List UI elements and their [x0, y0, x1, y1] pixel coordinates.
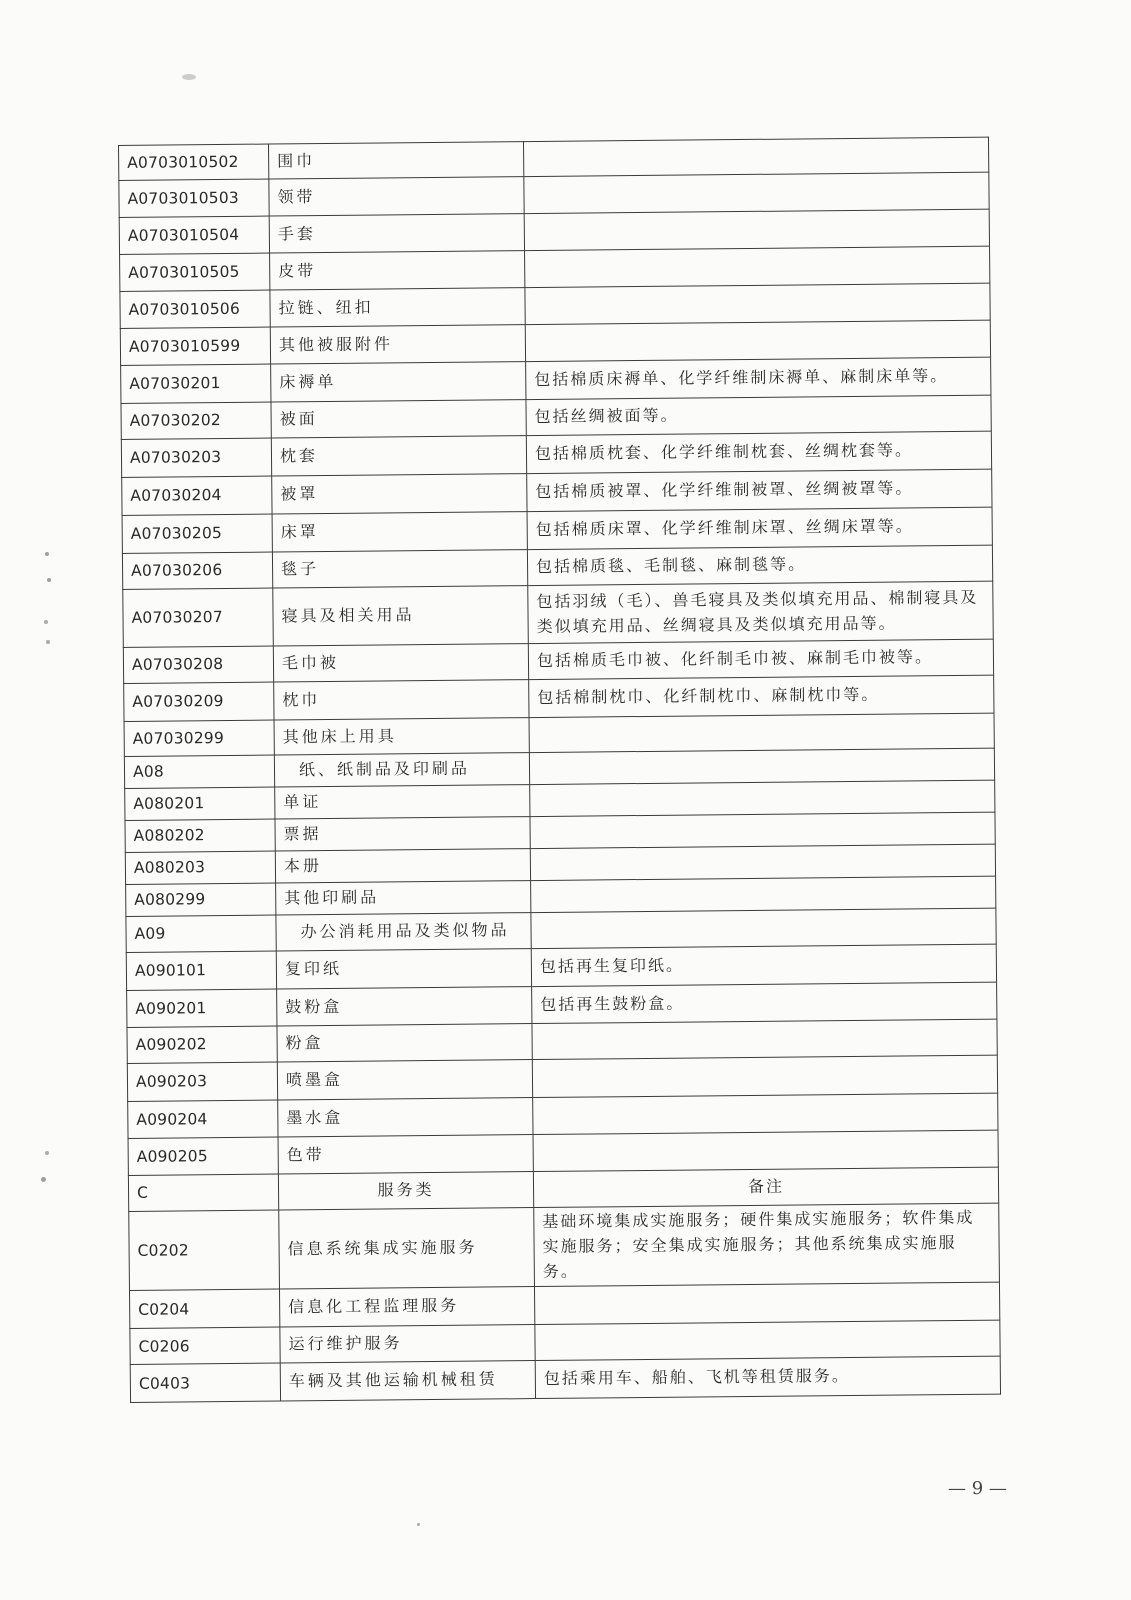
item-name: 毛巾被 — [273, 644, 528, 682]
item-note — [532, 1019, 997, 1059]
item-name: 毯子 — [272, 550, 527, 588]
item-name: 鼓粉盒 — [277, 987, 532, 1026]
scan-speck — [182, 74, 196, 80]
item-note: 基础环境集成实施服务；硬件集成实施服务；软件集成实施服务；安全集成实施服务；其他系统集成实施服务。 — [534, 1203, 1000, 1287]
item-note — [533, 1093, 998, 1134]
catalog-table — [118, 137, 1001, 1404]
item-code: A07030203 — [121, 438, 271, 477]
item-note — [534, 1282, 999, 1324]
scan-speck — [46, 640, 50, 644]
item-note — [531, 908, 996, 948]
item-note: 包括棉质毛巾被、化纤制毛巾被、麻制毛巾被等。 — [528, 639, 993, 679]
item-name: 床罩 — [272, 512, 527, 552]
item-note: 包括棉质枕套、化学纤维制枕套、丝绸枕套等。 — [526, 431, 991, 473]
item-note — [525, 283, 990, 324]
item-code: A080201 — [125, 787, 275, 820]
item-code: A090201 — [127, 989, 277, 1027]
item-name: 墨水盒 — [278, 1098, 533, 1137]
item-code: A07030202 — [121, 402, 271, 439]
item-note — [531, 876, 996, 912]
item-name: 运行维护服务 — [280, 1325, 535, 1363]
item-note: 包括棉质毯、毛制毯、麻制毯等。 — [527, 545, 992, 585]
item-code: A090101 — [126, 951, 276, 990]
item-note — [529, 713, 994, 752]
item-note: 包括乘用车、船舶、飞机等租赁服务。 — [535, 1356, 1000, 1398]
item-name: 粉盒 — [277, 1024, 532, 1062]
item-code: A090205 — [128, 1137, 278, 1175]
catalog-table-wrapper — [118, 137, 1001, 1404]
item-note: 包括棉制枕巾、化纤制枕巾、麻制枕巾等。 — [529, 675, 994, 717]
item-code: A0703010504 — [119, 216, 269, 254]
item-note: 包括丝绸被面等。 — [526, 395, 991, 435]
item-note: 包括棉质床罩、化学纤维制床罩、丝绸床罩等。 — [527, 507, 992, 549]
item-code: C0204 — [129, 1289, 279, 1328]
item-name: 本册 — [275, 849, 530, 883]
item-code: A090202 — [127, 1026, 277, 1063]
item-code: A07030204 — [122, 476, 272, 515]
item-note — [529, 748, 994, 784]
item-name: 复印纸 — [276, 949, 531, 989]
table-row — [129, 1203, 1000, 1291]
item-note: 包括棉质床褥单、化学纤维制床褥单、麻制床单等。 — [526, 357, 991, 399]
item-name: 其他被服附件 — [270, 325, 525, 364]
item-name: 被面 — [271, 400, 526, 438]
item-note — [525, 320, 990, 361]
item-note: 包括棉质被罩、化学纤维制被罩、丝绸被罩等。 — [527, 469, 992, 511]
item-name: 领带 — [269, 177, 524, 216]
item-note — [524, 209, 989, 250]
scan-speck — [45, 552, 49, 556]
item-code: C0403 — [130, 1363, 280, 1402]
item-code: A07030201 — [121, 364, 271, 403]
item-code: A080203 — [125, 851, 275, 884]
item-note — [535, 1320, 1000, 1360]
item-code: A07030209 — [124, 682, 274, 721]
item-name: 票据 — [275, 817, 530, 851]
item-code: A090204 — [128, 1100, 278, 1138]
item-name: 手套 — [269, 214, 524, 253]
item-code: A080202 — [125, 819, 275, 852]
item-note: 备注 — [533, 1167, 998, 1207]
item-code: A07030207 — [123, 588, 274, 647]
item-code: A080299 — [126, 883, 276, 916]
item-code: A08 — [124, 755, 274, 788]
item-note — [525, 246, 990, 287]
item-code: A09 — [126, 915, 276, 952]
catalog-table-body — [119, 137, 1001, 1403]
item-code: A07030206 — [122, 552, 272, 589]
item-name: 床褥单 — [271, 362, 526, 402]
item-name: 拉链、纽扣 — [270, 288, 525, 327]
item-code: C0202 — [129, 1210, 280, 1291]
scan-speck — [45, 1151, 49, 1155]
item-name: 信息系统集成实施服务 — [279, 1208, 535, 1290]
item-code: A07030205 — [122, 514, 272, 553]
item-note — [523, 137, 988, 176]
item-name: 枕套 — [271, 436, 526, 476]
item-name: 皮带 — [270, 251, 525, 290]
scan-speck — [41, 1177, 46, 1182]
item-note — [530, 844, 995, 880]
item-note — [533, 1130, 998, 1171]
item-note — [530, 812, 995, 848]
item-name: 被罩 — [272, 474, 527, 514]
item-name: 枕巾 — [274, 680, 529, 720]
item-name: 纸、纸制品及印刷品 — [274, 753, 529, 787]
item-name: 喷墨盒 — [277, 1060, 532, 1100]
item-note — [524, 172, 989, 213]
scan-speck — [44, 620, 48, 624]
item-name: 单证 — [275, 785, 530, 819]
item-note — [532, 1055, 997, 1097]
item-name: 色带 — [278, 1135, 533, 1174]
item-name: 围巾 — [268, 142, 523, 179]
item-code: A0703010505 — [120, 253, 270, 291]
item-name: 其他印刷品 — [276, 881, 531, 915]
item-name: 其他床上用具 — [274, 718, 529, 755]
scan-speck — [47, 578, 51, 582]
item-name: 办公消耗用品及类似物品 — [276, 913, 531, 951]
scan-speck — [417, 1523, 420, 1526]
item-code: A0703010503 — [119, 179, 269, 217]
item-code: C — [128, 1174, 278, 1211]
item-note: 包括再生鼓粉盒。 — [532, 982, 997, 1023]
item-note — [530, 780, 995, 816]
table-row — [130, 1356, 1000, 1402]
item-note: 包括羽绒（毛）、兽毛寝具及类似填充用品、棉制寝具及类似填充用品、丝绸寝具及类似填充用品等。 — [528, 581, 994, 643]
item-name: 车辆及其他运输机械租赁 — [280, 1361, 535, 1401]
item-code: C0206 — [130, 1327, 280, 1364]
item-code: A0703010599 — [120, 327, 270, 365]
item-name: 服务类 — [278, 1172, 533, 1210]
item-code: A07030299 — [124, 720, 274, 756]
page-number: — 9 — — [948, 1478, 1007, 1499]
item-code: A07030208 — [123, 646, 273, 683]
item-name: 寝具及相关用品 — [273, 586, 529, 646]
item-code: A0703010502 — [119, 144, 269, 180]
item-note: 包括再生复印纸。 — [531, 944, 996, 986]
item-name: 信息化工程监理服务 — [279, 1287, 534, 1327]
item-code: A0703010506 — [120, 290, 270, 328]
item-code: A090203 — [127, 1062, 277, 1101]
table-row — [123, 581, 994, 647]
